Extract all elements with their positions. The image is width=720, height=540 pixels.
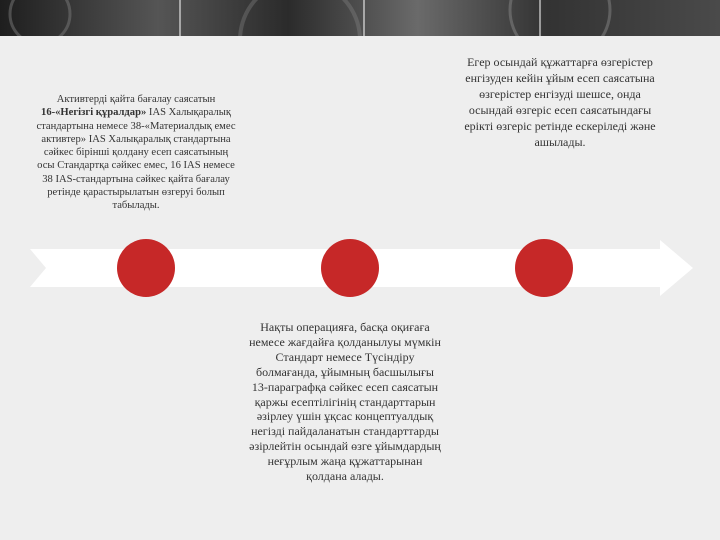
node-1-text-end: IAS Халықаралық стандартына немесе 38-«Материалдық емес активтер» IAS Халықаралық стандартына сәйкес бірінші қолдану есеп саясатының осы Стандартқа сәйкес емес, 16 IAS немесе 38 IAS-стандартына сәйкес қайта бағалау ретінде қарастырылатын өзгеруі болып табылады. — [36, 107, 236, 212]
node-3-text: Егер осындай құжаттарға өзгерістер енгізуден кейін ұйым есеп саясатына өзгерістер енгізуді шешсе, онда осындай өзгеріс есеп саясатындағы ерікті өзгеріс ретінде ескеріледі және ашылады. — [464, 55, 656, 149]
timeline-node-2 — [321, 239, 379, 297]
timeline-node-1 — [117, 239, 175, 297]
timeline-node-3 — [515, 239, 573, 297]
node-1-text — [36, 93, 236, 213]
node-2-text: Нақты операцияға, басқа оқиғаға немесе жағдайға қолданылуы мүмкін Стандарт немесе Түсіндіру болмағанда, ұйымның басшылығы 13-параграфқа сәйкес есеп саясатын қаржы есептілігінің стандарттарын әзірлеу үшін ұқсас концептуалдық негізді пайдаланатын стандарттарды әзірлейтін осындай өзге ұйымдардың неғұрлым жаңа құжаттарынан қолдана алады. — [249, 320, 441, 484]
node-1-text-start: Активтерді қайта бағалау саясатын — [56, 94, 216, 105]
node-1-text-bold: 16-«Негізгі құралдар» — [41, 107, 147, 119]
